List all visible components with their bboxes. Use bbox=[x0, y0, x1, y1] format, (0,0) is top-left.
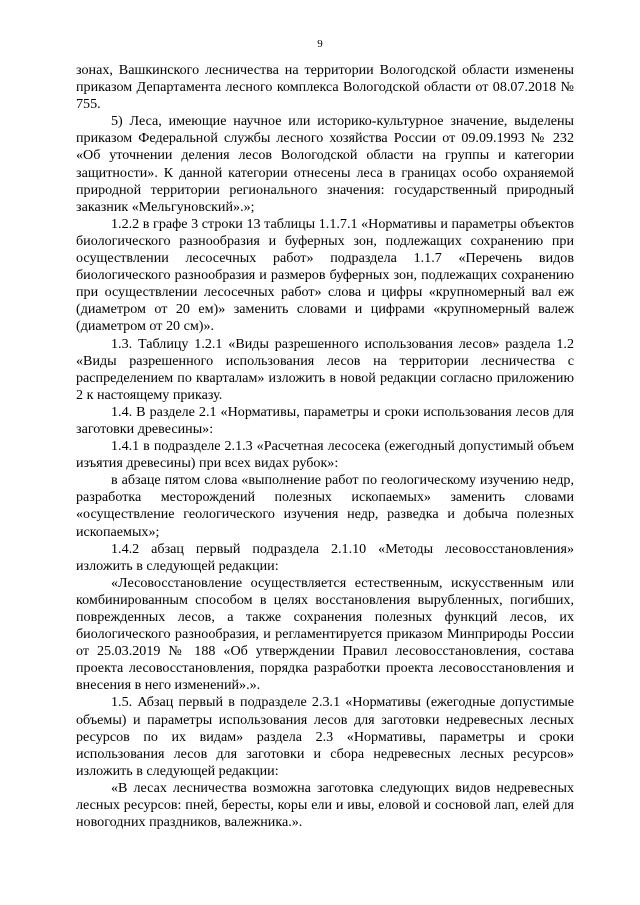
paragraph-continuation: зонах, Вашкинского лесничества на территории Вологодской области изменены приказом Департамента лесного комплекса Вологодской области от 08.07.2018 № 755. bbox=[76, 62, 574, 113]
paragraph-non-timber-quote: «В лесах лесничества возможна заготовка следующих видов недревесных лесных ресурсов: пней, бересты, коры ели и ивы, еловой и сосновой лап, елей для новогодних праздников, валежника.». bbox=[76, 779, 574, 831]
paragraph-1-3: 1.3. Таблицу 1.2.1 «Виды разрешенного использования лесов» раздела 1.2 «Виды разрешенного использования лесов на территории лесничества с распределением по кварталам» изложить в новой редакции согласно приложению 2 к настоящему приказу. bbox=[76, 335, 574, 403]
paragraph-1-4-2: 1.4.2 абзац первый подраздела 2.1.10 «Методы лесовосстановления» изложить в следующей редакции: bbox=[76, 540, 574, 574]
paragraph-reforestation-quote: «Лесовосстановление осуществляется естественным, искусственным или комбинированным способом в целях восстановления вырубленных, погибших, поврежденных лесов, а также сохранения полезных функций лесов, их биологического разнообразия, и регламентируется приказом Минприроды России от 25.03.2019 № 188 «Об утверждении Правил лесовосстановления, состава проекта лесовосстановления, порядка разработки проекта лесовосстановления и внесения в него изменений».». bbox=[76, 574, 574, 694]
paragraph-1-4: 1.4. В разделе 2.1 «Нормативы, параметры и сроки использования лесов для заготовки древесины»: bbox=[76, 403, 574, 437]
paragraph-1-5: 1.5. Абзац первый в подразделе 2.3.1 «Нормативы (ежегодные допустимые объемы) и параметры использования лесов для заготовки недревесных лесных ресурсов по их видам» раздела 2.3 «Нормативы, параметры и сроки использования лесов для заготовки и сбора недревесных лесных ресурсов» изложить в следующей редакции: bbox=[76, 694, 574, 779]
paragraph-1-4-1: 1.4.1 в подразделе 2.1.3 «Расчетная лесосека (ежегодный допустимый объем изъятия древесины) при всех видах рубок»: bbox=[76, 438, 574, 472]
document-body bbox=[76, 62, 574, 831]
paragraph-fifth-clause: в абзаце пятом слова «выполнение работ по геологическому изучению недр, разработка месторождений полезных ископаемых» заменить словами «осуществление геологического изучения недр, разведка и добыча полезных ископаемых»; bbox=[76, 472, 574, 540]
paragraph-1-2-2: 1.2.2 в графе 3 строки 13 таблицы 1.1.7.1 «Нормативы и параметры объектов биологического разнообразия и буферных зон, подлежащих сохранению при осуществлении лесосечных работ» подраздела 1.1.7 «Перечень видов биологического разнообразия и размеров буферных зон, подлежащих сохранению при осуществлении лесосечных работ» слова и цифры «крупномерный вал еж (диаметром от 20 ем)» заменить словами и цифрами «крупномерный валеж (диаметром от 20 см)». bbox=[76, 215, 574, 335]
page-number: 9 bbox=[317, 38, 323, 50]
paragraph-item-5: 5) Леса, имеющие научное или историко-культурное значение, выделены приказом Федеральной службы лесного хозяйства России от 09.09.1993 № 232 «Об уточнении деления лесов Вологодской области на группы и категории защитности». К данной категории отнесены леса в границах особо охраняемой природной территории регионального значения: государственный природный заказник «Мельгуновский».»; bbox=[76, 113, 574, 215]
